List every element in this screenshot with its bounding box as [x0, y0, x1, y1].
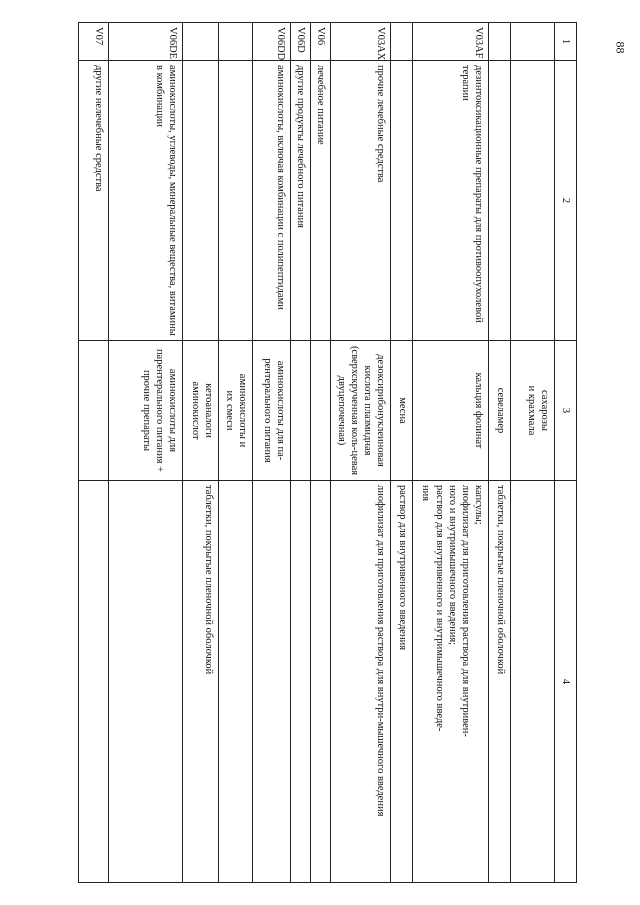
header-col-1: 1 [555, 23, 577, 61]
group-name-cell [183, 61, 219, 341]
page-number: 88 [613, 41, 628, 54]
substance-cell: дезоксирибонуклеиновая кислота плазмидная (сверхскрученная коль-цевая двуцепочечная) [331, 341, 391, 481]
rotated-table-container [93, 22, 577, 882]
table-row [291, 23, 311, 883]
group-name-cell: дезинтоксикационные препараты для противоопухолевой терапии [413, 61, 489, 341]
dosage-form-cell [291, 481, 311, 883]
group-name-cell: другие продукты лечебного питания [291, 61, 311, 341]
header-col-3: 3 [555, 341, 577, 481]
atc-code-cell: V07 [79, 23, 109, 61]
dosage-form-cell: лиофилизат для приготовления раствора для внутри-мышечного введения [331, 481, 391, 883]
atc-code-cell: V06DD [253, 23, 291, 61]
atc-code-cell [511, 23, 555, 61]
atc-code-cell: V03AX [331, 23, 391, 61]
substance-cell: аминокислоты и их смеси [219, 341, 253, 481]
dosage-form-cell [253, 481, 291, 883]
group-name-cell [511, 61, 555, 341]
header-row [555, 23, 577, 883]
atc-code-cell: V03AF [413, 23, 489, 61]
group-name-cell: лечебное питание [311, 61, 331, 341]
substance-cell [311, 341, 331, 481]
table-row [311, 23, 331, 883]
table-row [489, 23, 511, 883]
atc-code-cell: V06DE [109, 23, 183, 61]
table-row [253, 23, 291, 883]
group-name-cell: другие нелечебные средства [79, 61, 109, 341]
group-name-cell: прочие лечебные средства [331, 61, 391, 341]
substance-cell [79, 341, 109, 481]
substance-cell: аминокислоты для па-рентерального питания [253, 341, 291, 481]
substance-cell: севеламер [489, 341, 511, 481]
group-name-cell [489, 61, 511, 341]
group-name-cell: аминокислоты, углеводы, минеральные вещества, витамины в комбинации [109, 61, 183, 341]
dosage-form-cell [219, 481, 253, 883]
dosage-form-cell: раствор для внутривенного введения [391, 481, 413, 883]
dosage-form-cell [109, 481, 183, 883]
group-name-cell [391, 61, 413, 341]
dosage-form-cell [79, 481, 109, 883]
table-row [183, 23, 219, 883]
atc-code-cell [489, 23, 511, 61]
dosage-form-cell: таблетки, покрытые пленочной оболочкой [183, 481, 219, 883]
header-col-4: 4 [555, 481, 577, 883]
substance-cell: кетоаналоги аминокислот [183, 341, 219, 481]
substance-cell: кальция фолинат [413, 341, 489, 481]
dosage-form-cell: таблетки, покрытые пленочной оболочкой [489, 481, 511, 883]
group-name-cell: аминокислоты, включая комбинации с полипептидами [253, 61, 291, 341]
table-row [79, 23, 109, 883]
dosage-form-cell [511, 481, 555, 883]
substance-cell [291, 341, 311, 481]
drug-table [78, 22, 577, 883]
atc-code-cell: V06 [311, 23, 331, 61]
atc-code-cell: V06D [291, 23, 311, 61]
atc-code-cell [219, 23, 253, 61]
atc-code-cell [183, 23, 219, 61]
substance-cell: месна [391, 341, 413, 481]
table-row [511, 23, 555, 883]
table-row [413, 23, 489, 883]
header-col-2: 2 [555, 61, 577, 341]
table-body [79, 23, 555, 883]
table-row [331, 23, 391, 883]
dosage-form-cell: капсулы; лиофилизат для приготовления раствора для внутривен- ного и внутримышечного введения; раствор для внутривенного и внутримышечного введе- ния [413, 481, 489, 883]
atc-code-cell [391, 23, 413, 61]
substance-cell: аминокислоты для парентерального питания + прочие препараты [109, 341, 183, 481]
group-name-cell [219, 61, 253, 341]
table-row [109, 23, 183, 883]
substance-cell: сахарозы и крахмала [511, 341, 555, 481]
table-row [219, 23, 253, 883]
table-row [391, 23, 413, 883]
dosage-form-cell [311, 481, 331, 883]
